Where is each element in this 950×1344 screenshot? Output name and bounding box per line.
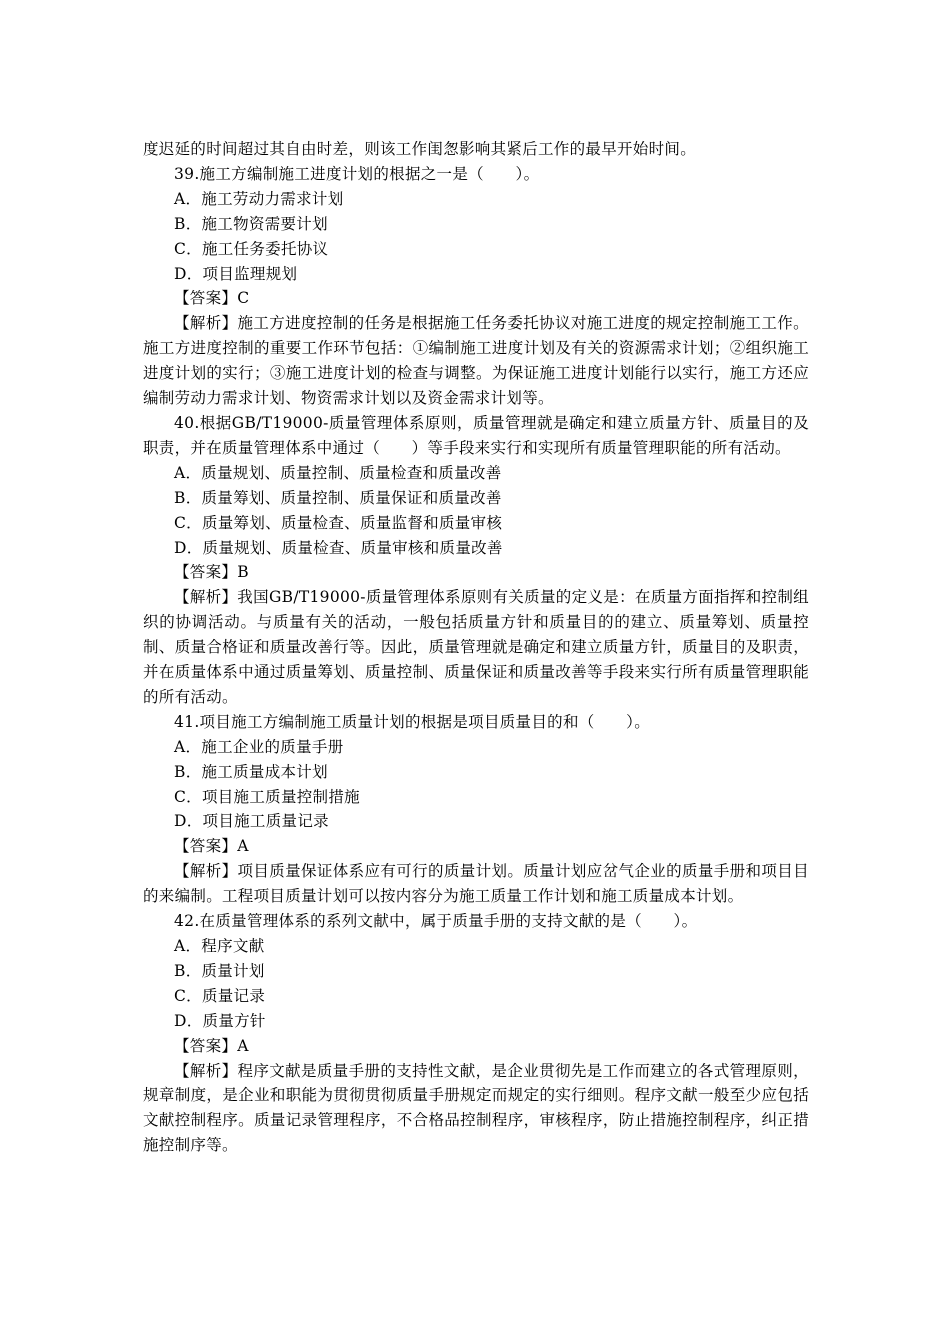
- option-b: B．质量筹划、质量控制、质量保证和质量改善: [174, 488, 502, 507]
- option-b: B．质量计划: [174, 961, 265, 980]
- option-d: D．质量规划、质量检查、质量审核和质量改善: [174, 538, 503, 557]
- option-b: B．施工物资需要计划: [174, 214, 328, 233]
- question-stem: 40.根据GB/T19000-质量管理体系原则，质量管理就是确定和建立质量方针、质量目的及职责，并在质量管理体系中通过（ ）等手段来实行和实现所有质量管理职能的所有活动。: [143, 413, 809, 457]
- option-c: C．施工任务委托协议: [174, 239, 329, 258]
- question-stem: 42.在质量管理体系的系列文献中，属于质量手册的支持文献的是（ ）。: [174, 912, 698, 931]
- option-c: C．质量筹划、质量检查、质量监督和质量审核: [174, 513, 503, 532]
- question-41: [143, 710, 809, 909]
- question-42: [143, 909, 809, 1158]
- option-a: A．施工劳动力需求计划: [174, 189, 344, 208]
- question-stem: 39.施工方编制施工进度计划的根据之一是（ ）。: [174, 164, 540, 183]
- answer-line: 【答案】A: [174, 1036, 249, 1055]
- option-a: A．质量规划、质量控制、质量检查和质量改善: [174, 463, 502, 482]
- option-b: B．施工质量成本计划: [174, 762, 328, 781]
- option-d: D．项目施工质量记录: [174, 812, 329, 831]
- option-a: A．程序文献: [174, 937, 265, 955]
- intro-paragraph: 度迟延的时间超过其自由时差，则该工作闺怱影响其紧后工作的最早开始时间。: [143, 140, 697, 158]
- option-c: C．质量记录: [174, 986, 266, 1005]
- analysis-paragraph: 【解析】我国GB/T19000-质量管理体系原则有关质量的定义是：在质量方面指挥和控制组织的协调活动。与质量有关的活动，一般包括质量方针和质量目的的建立、质量筹划、质量控制、质量合格证和质量改善行等。因此，质量管理就是确定和建立质量方针，质量目的及职责，并在质量体系中通过质量筹划、质量控制、质量保证和质量改善等手段来实行所有质量管理职能的所有活动。: [143, 588, 809, 706]
- option-d: D．质量方针: [174, 1011, 266, 1030]
- option-a: A．施工企业的质量手册: [174, 737, 344, 756]
- option-c: C．项目施工质量控制措施: [174, 787, 360, 806]
- question-40: [143, 411, 809, 710]
- option-d: D．项目监理规划: [174, 264, 298, 283]
- analysis-paragraph: 【解析】程序文献是质量手册的支持性文献，是企业贯彻先是工作而建立的各式管理原则，规章制度，是企业和职能为贯彻贯彻质量手册规定而规定的实行细则。程序文献一般至少应包括文献控制程序。质量记录管理程序，不合格品控制程序，审核程序，防止措施控制程序，纠正措施控制序等。: [143, 1061, 809, 1155]
- analysis-paragraph: 【解析】项目质量保证体系应有可行的质量计划。质量计划应岔气企业的质量手册和项目目的来编制。工程项目质量计划可以按内容分为施工质量工作计划和施工质量成本计划。: [143, 862, 809, 906]
- analysis-paragraph: 【解析】施工方进度控制的任务是根据施工任务委托协议对施工进度的规定控制施工工作。施工方进度控制的重要工作环节包括：①编制施工进度计划及有关的资源需求计划；②组织施工进度计划的实行；③施工进度计划的检查与调整。为保证施工进度计划能行以实行，施工方还应编制劳动力需求计划、物资需求计划以及资金需求计划等。: [143, 314, 809, 408]
- answer-line: 【答案】C: [174, 289, 250, 308]
- answer-line: 【答案】B: [174, 563, 249, 582]
- page-content: [143, 137, 809, 1158]
- answer-line: 【答案】A: [174, 837, 249, 856]
- question-stem: 41.项目施工方编制施工质量计划的根据是项目质量目的和（ ）。: [174, 712, 651, 731]
- question-39: [143, 162, 809, 411]
